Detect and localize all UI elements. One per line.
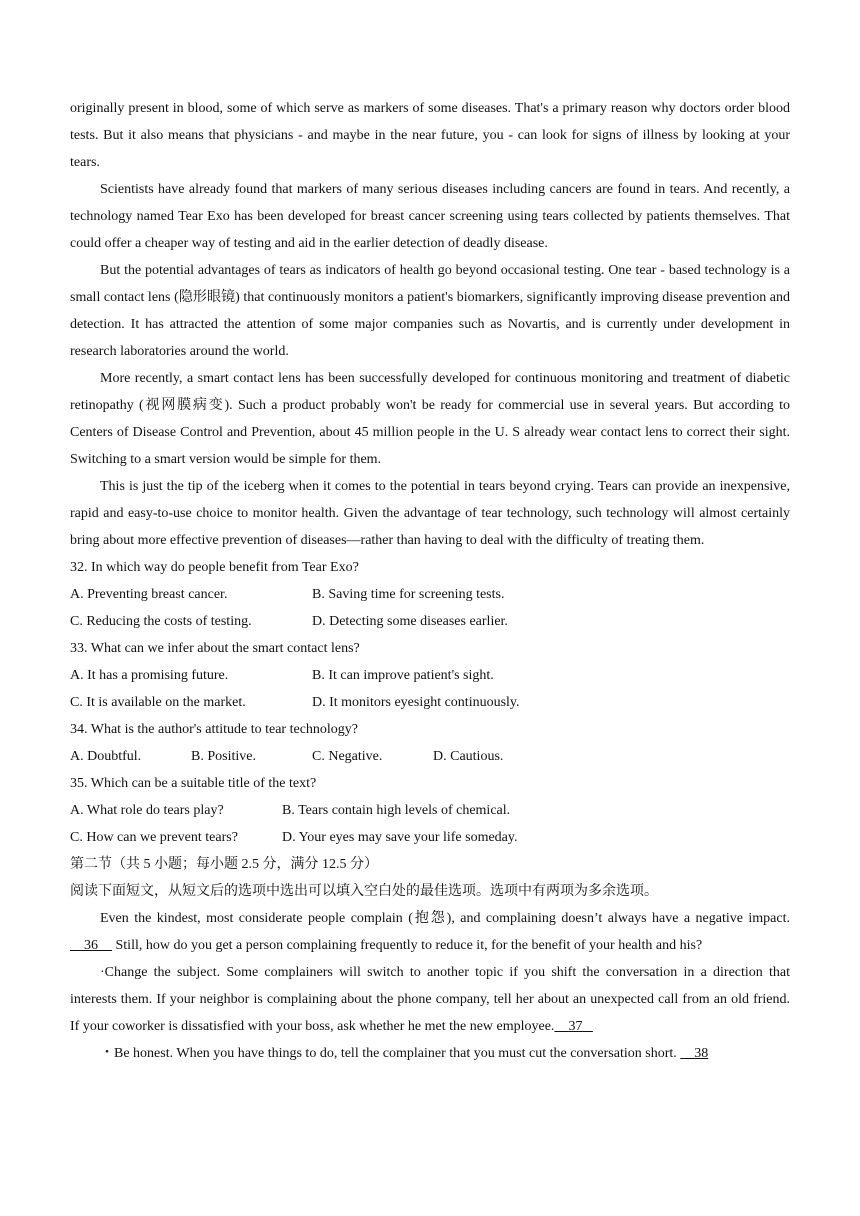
question-stem: 33. What can we infer about the smart contact lens? xyxy=(70,641,360,656)
passage-paragraph: originally present in blood, some of which serve as markers of some diseases. That's a primary reason why doctors order blood tests. But it also means that physicians - and maybe in the near future, you - can look for signs of illness by looking at your tears. xyxy=(70,101,790,170)
answer-option[interactable]: C. Reducing the costs of testing. xyxy=(70,614,252,629)
blank-number: 37 xyxy=(568,1019,583,1034)
passage-paragraph: But the potential advantages of tears as indicators of health go beyond occasional testing. One tear - based technology is a small contact lens (隐形眼镜) that continuously monitors a patient's biomarkers, significantly improving disease prevention and detection. It has attracted the attention of some major companies such as Novartis, and is currently under development in research laboratories around the world. xyxy=(70,263,790,359)
option-row xyxy=(70,797,790,824)
section-instruction: 阅读下面短文，从短文后的选项中选出可以填入空白处的最佳选项。选项中有两项为多余选项。 xyxy=(70,884,658,899)
answer-option[interactable]: A. Preventing breast cancer. xyxy=(70,587,228,602)
answer-option[interactable]: B. Positive. xyxy=(191,749,256,764)
answer-option[interactable]: C. Negative. xyxy=(312,749,383,764)
answer-option[interactable]: B. Saving time for screening tests. xyxy=(312,587,505,602)
answer-option[interactable]: B. It can improve patient's sight. xyxy=(312,668,494,683)
blank-36 xyxy=(70,938,112,953)
paragraph-text: Even the kindest, most considerate people complain (抱怨), and complaining doesn’t always have a negative impact. xyxy=(100,911,790,926)
passage-paragraph: This is just the tip of the iceberg when it comes to the potential in tears beyond crying. Tears can provide an inexpensive, rapid and easy-to-use choice to monitor health. Given the advantage of tear technology, such technology will almost certainly bring about more effective prevention of diseases—rather than having to deal with the difficulty of treating them. xyxy=(70,479,790,548)
question-stem: 35. Which can be a suitable title of the text? xyxy=(70,776,317,791)
paragraph-text: ・Be honest. When you have things to do, tell the complainer that you must cut the conversation short. xyxy=(100,1046,681,1061)
answer-option[interactable]: D. Your eyes may save your life someday. xyxy=(282,830,518,845)
blank-38 xyxy=(680,1046,708,1061)
option-row xyxy=(70,824,790,851)
blank-37 xyxy=(554,1019,593,1034)
passage-two-paragraph xyxy=(70,905,790,959)
answer-option[interactable]: D. It monitors eyesight continuously. xyxy=(312,695,520,710)
passage-two-paragraph xyxy=(70,959,790,1040)
question-stem: 34. What is the author's attitude to tear technology? xyxy=(70,722,359,737)
answer-option[interactable]: C. How can we prevent tears? xyxy=(70,830,238,845)
passage-paragraph: More recently, a smart contact lens has been successfully developed for continuous monitoring and treatment of diabetic retinopathy (视网膜病变). Such a product probably won't be ready for commercial use in several years. But according to Centers of Disease Control and Prevention, about 45 million people in the U. S already wear contact lens to correct their sight. Switching to a smart version would be simple for them. xyxy=(70,371,790,467)
question-stem: 32. In which way do people benefit from Tear Exo? xyxy=(70,560,359,575)
option-row xyxy=(70,689,790,716)
passage-paragraph: Scientists have already found that markers of many serious diseases including cancers are found in tears. And recently, a technology named Tear Exo has been developed for breast cancer screening using tears collected by patients themselves. That could offer a cheaper way of testing and aid in the earlier detection of deadly disease. xyxy=(70,182,790,251)
answer-option[interactable]: A. What role do tears play? xyxy=(70,803,224,818)
answer-option[interactable]: D. Detecting some diseases earlier. xyxy=(312,614,508,629)
answer-option[interactable]: D. Cautious. xyxy=(433,749,504,764)
passage-one xyxy=(70,95,790,554)
paragraph-text: Still, how do you get a person complaining frequently to reduce it, for the benefit of your health and his? xyxy=(112,938,703,953)
document-page xyxy=(70,95,790,1067)
option-row xyxy=(70,743,790,770)
answer-option[interactable]: C. It is available on the market. xyxy=(70,695,246,710)
blank-number: 38 xyxy=(694,1046,709,1061)
option-row xyxy=(70,662,790,689)
answer-option[interactable]: A. Doubtful. xyxy=(70,749,142,764)
section-heading: 第二节（共 5 小题；每小题 2.5 分，满分 12.5 分） xyxy=(70,857,378,872)
passage-two-paragraph xyxy=(70,1040,790,1067)
option-row xyxy=(70,581,790,608)
blank-number: 36 xyxy=(84,938,98,953)
answer-option[interactable]: B. Tears contain high levels of chemical. xyxy=(282,803,511,818)
paragraph-text: ·Change the subject. Some complainers will switch to another topic if you shift the conversation in a direction that interests them. If your neighbor is complaining about the phone company, tell her about an unexpected call from an old friend. If your coworker is dissatisfied with your boss, ask whether he met the new employee. xyxy=(70,965,790,1034)
question-list xyxy=(70,554,790,851)
option-row xyxy=(70,608,790,635)
answer-option[interactable]: A. It has a promising future. xyxy=(70,668,229,683)
